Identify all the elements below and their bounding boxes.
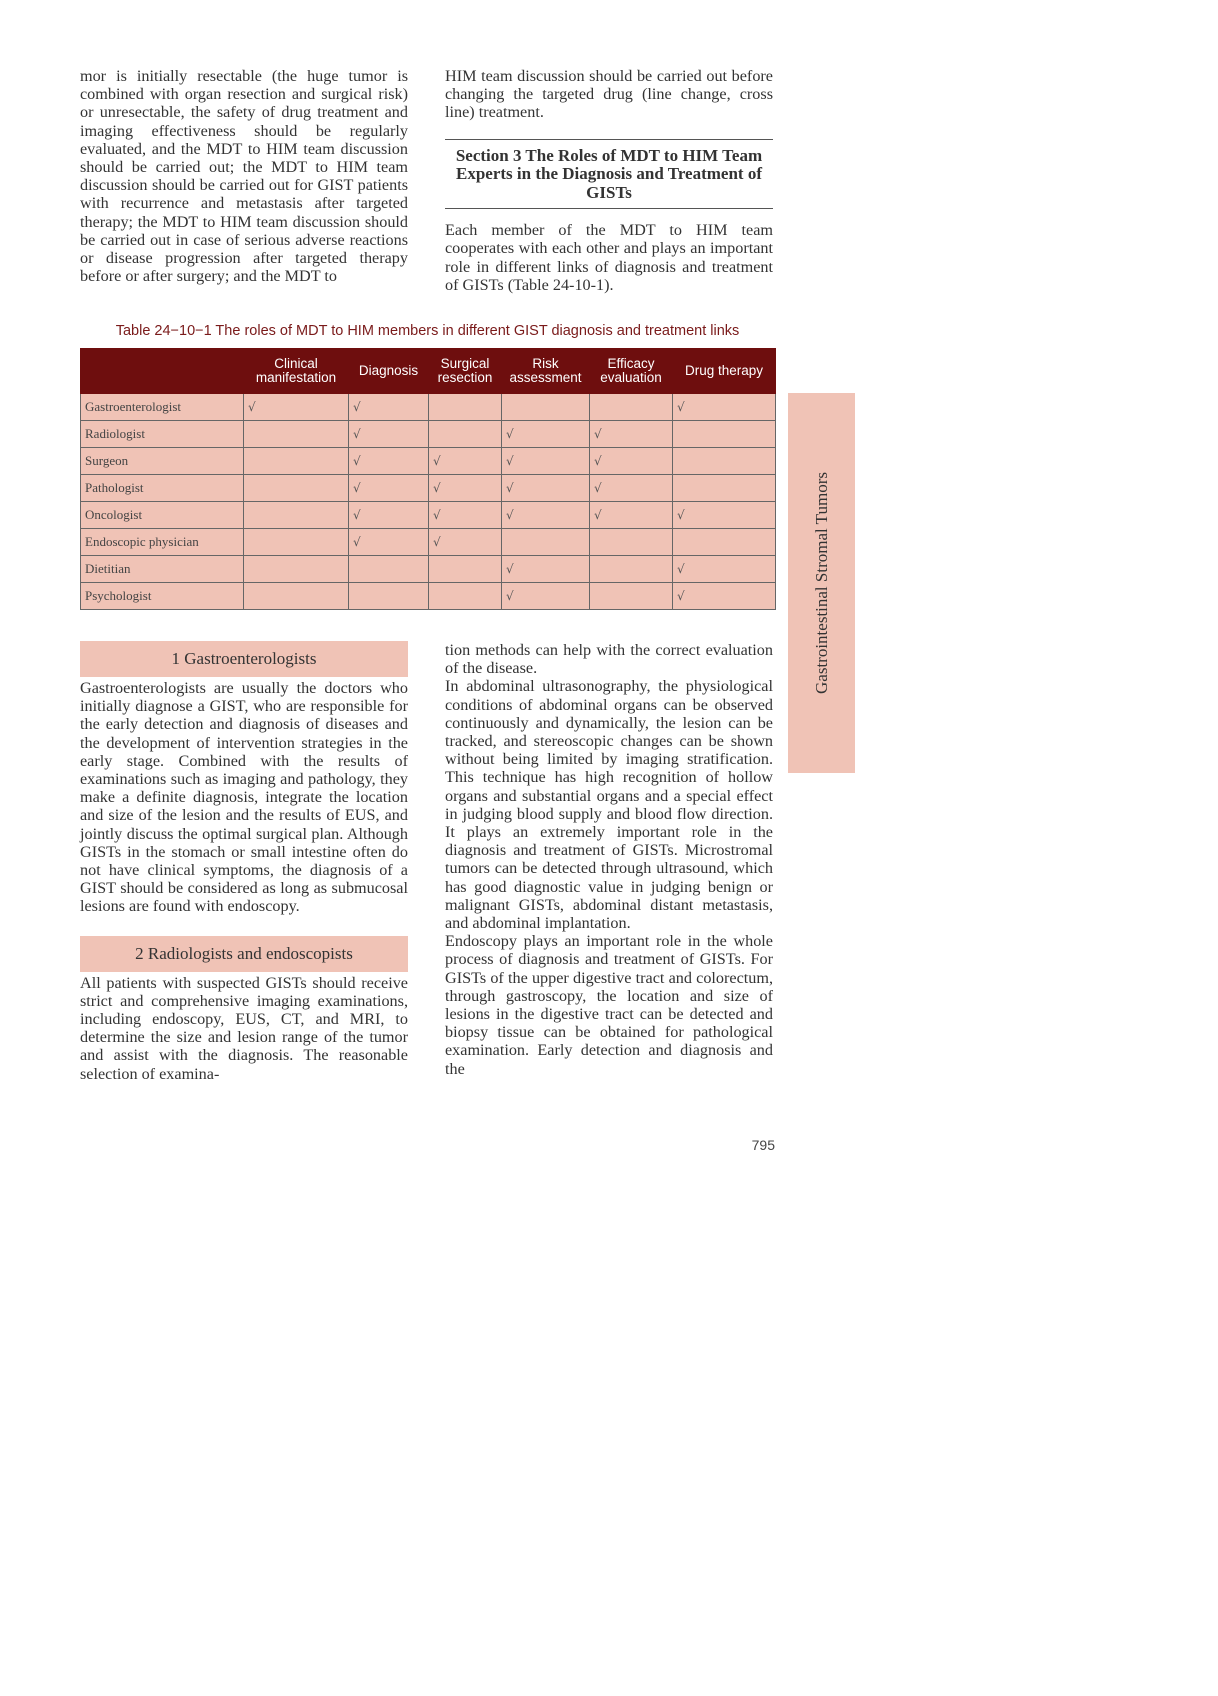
table-check-cell: √ [502,421,590,448]
table-role-cell: Oncologist [81,502,244,529]
roles-table [80,348,776,610]
table-check-cell [673,448,776,475]
table-check-cell: √ [349,421,429,448]
table-row [81,421,776,448]
table-check-cell [590,529,673,556]
table-check-cell [244,448,349,475]
table-check-cell: √ [502,502,590,529]
table-header-cell: Diagnosis [349,349,429,394]
page-number: 795 [751,1137,775,1153]
subsection-paragraph: Gastroenterologists are usually the doctors who initially diagnose a GIST, who are responsible for the early detection and diagnosis of diseases and the development of intervention strategies in the early stage. Combined with the results of examinations such as imaging and pathology, they make a definite diagnosis, integrate the location and size of the lesion and the results of EUS, and jointly discuss the optimal surgical plan. Although GISTs in the stomach or small intestine often do not have clinical symptoms, the diagnosis of a GIST should be considered as long as submucosal lesions are found with endoscopy. [80,679,408,916]
table-check-cell: √ [673,394,776,421]
subsection-paragraph: All patients with suspected GISTs should receive strict and comprehensive imaging examinations, including endoscopy, EUS, CT, and MRI, to determine the size and lesion range of the tumor and assist with the diagnosis. The reasonable selection of examina- [80,973,408,1083]
top-right-paragraph: HIM team discussion should be carried out before changing the targeted drug (line change, cross line) treatment. [445,67,773,122]
table-check-cell: √ [349,475,429,502]
table-check-cell: √ [502,448,590,475]
table-check-cell: √ [502,475,590,502]
body-paragraph: In abdominal ultrasonography, the physiological conditions of abdominal organs can be observed continuously and dynamically, the lesion can be tracked, and stereoscopic changes can be shown without being limited by imaging stratification. This technique has high recognition of hollow organs and substantial organs and a special effect in judging blood supply and blood flow direction. It plays an extremely important role in the diagnosis and treatment of GISTs. Microstromal tumors can be detected through ultrasound, which has good diagnostic value in judging benign or malignant GISTs, abdominal distant metastasis, and abdominal implantation. [445,677,773,933]
table-check-cell: √ [349,529,429,556]
table-check-cell [244,502,349,529]
table-check-cell [429,583,502,610]
table-row [81,529,776,556]
table-check-cell: √ [502,556,590,583]
table-check-cell [590,583,673,610]
side-tab [788,393,855,773]
table-header-cell [81,349,244,394]
table-check-cell: √ [244,394,349,421]
table-check-cell [244,556,349,583]
table-check-cell [502,529,590,556]
table-check-cell [502,394,590,421]
table-row [81,502,776,529]
table-check-cell: √ [349,394,429,421]
table-role-cell: Dietitian [81,556,244,583]
table-check-cell: √ [429,502,502,529]
table-check-cell: √ [429,475,502,502]
table-check-cell: √ [349,448,429,475]
top-left-paragraph: mor is initially resectable (the huge tumor is combined with organ resection and surgical risk) or unresectable, the safety of drug treatment and imaging effectiveness should be regularly evaluated, and the MDT to HIM team discussion should be carried out; the MDT to HIM team discussion should be carried out for GIST patients with recurrence and metastasis after targeted therapy; the MDT to HIM team discussion should be carried out in case of serious adverse reactions or disease progression after targeted therapy before or after surgery; and the MDT to [80,67,408,286]
table-role-cell: Gastroenterologist [81,394,244,421]
table-check-cell: √ [590,421,673,448]
table-header-row [81,349,776,394]
table-check-cell [244,583,349,610]
body-paragraph: tion methods can help with the correct evaluation of the disease. [445,641,773,678]
top-right-column [445,67,773,294]
top-left-column [80,67,408,285]
table-header-cell: Efficacy evaluation [590,349,673,394]
table-role-cell: Psychologist [81,583,244,610]
table-row [81,448,776,475]
table-row [81,394,776,421]
table-check-cell: √ [502,583,590,610]
table-header-cell: Risk assessment [502,349,590,394]
table-check-cell [429,556,502,583]
section-heading: Section 3 The Roles of MDT to HIM Team Experts in the Diagnosis and Treatment of GISTs [445,139,773,210]
table-check-cell [349,583,429,610]
table-header-cell: Drug therapy [673,349,776,394]
table-check-cell [429,394,502,421]
subsection-heading-gastroenterologists: 1 Gastroenterologists [80,641,408,677]
table-check-cell: √ [590,502,673,529]
table-role-cell: Surgeon [81,448,244,475]
table-role-cell: Endoscopic physician [81,529,244,556]
table-header-cell: Clinical manifestation [244,349,349,394]
table-check-cell [429,421,502,448]
table-row [81,583,776,610]
table-check-cell [590,556,673,583]
table-row [81,556,776,583]
table-check-cell: √ [349,502,429,529]
table-check-cell [244,475,349,502]
table-check-cell [673,475,776,502]
table-header-cell: Surgical resection [429,349,502,394]
table-check-cell [673,529,776,556]
table-role-cell: Radiologist [81,421,244,448]
table-check-cell [244,421,349,448]
table-check-cell [673,421,776,448]
table-caption: Table 24−10−1 The roles of MDT to HIM members in different GIST diagnosis and treatment links [115,323,740,339]
table-check-cell: √ [673,583,776,610]
bottom-right-column [445,641,773,1078]
table-check-cell: √ [673,556,776,583]
side-tab-label: Gastrointestinal Stromal Tumors [811,472,831,694]
table-role-cell: Pathologist [81,475,244,502]
body-paragraph: Endoscopy plays an important role in the whole process of diagnosis and treatment of GISTs. For GISTs of the upper digestive tract and colorectum, through gastroscopy, the location and size of lesions in the digestive tract can be detected and biopsy tissue can be obtained for pathological examination. Early detection and diagnosis and the [445,932,773,1078]
table-check-cell: √ [590,448,673,475]
table-check-cell [590,394,673,421]
table-check-cell [349,556,429,583]
subsection-heading-radiologists: 2 Radiologists and endoscopists [80,936,408,972]
table-row [81,475,776,502]
table-check-cell: √ [673,502,776,529]
bottom-left-column [80,641,408,1083]
table-check-cell [244,529,349,556]
table-check-cell: √ [429,529,502,556]
section-intro-paragraph: Each member of the MDT to HIM team cooperates with each other and plays an important role in different links of diagnosis and treatment of GISTs (Table 24-10-1). [445,221,773,294]
table-check-cell: √ [590,475,673,502]
table-check-cell: √ [429,448,502,475]
